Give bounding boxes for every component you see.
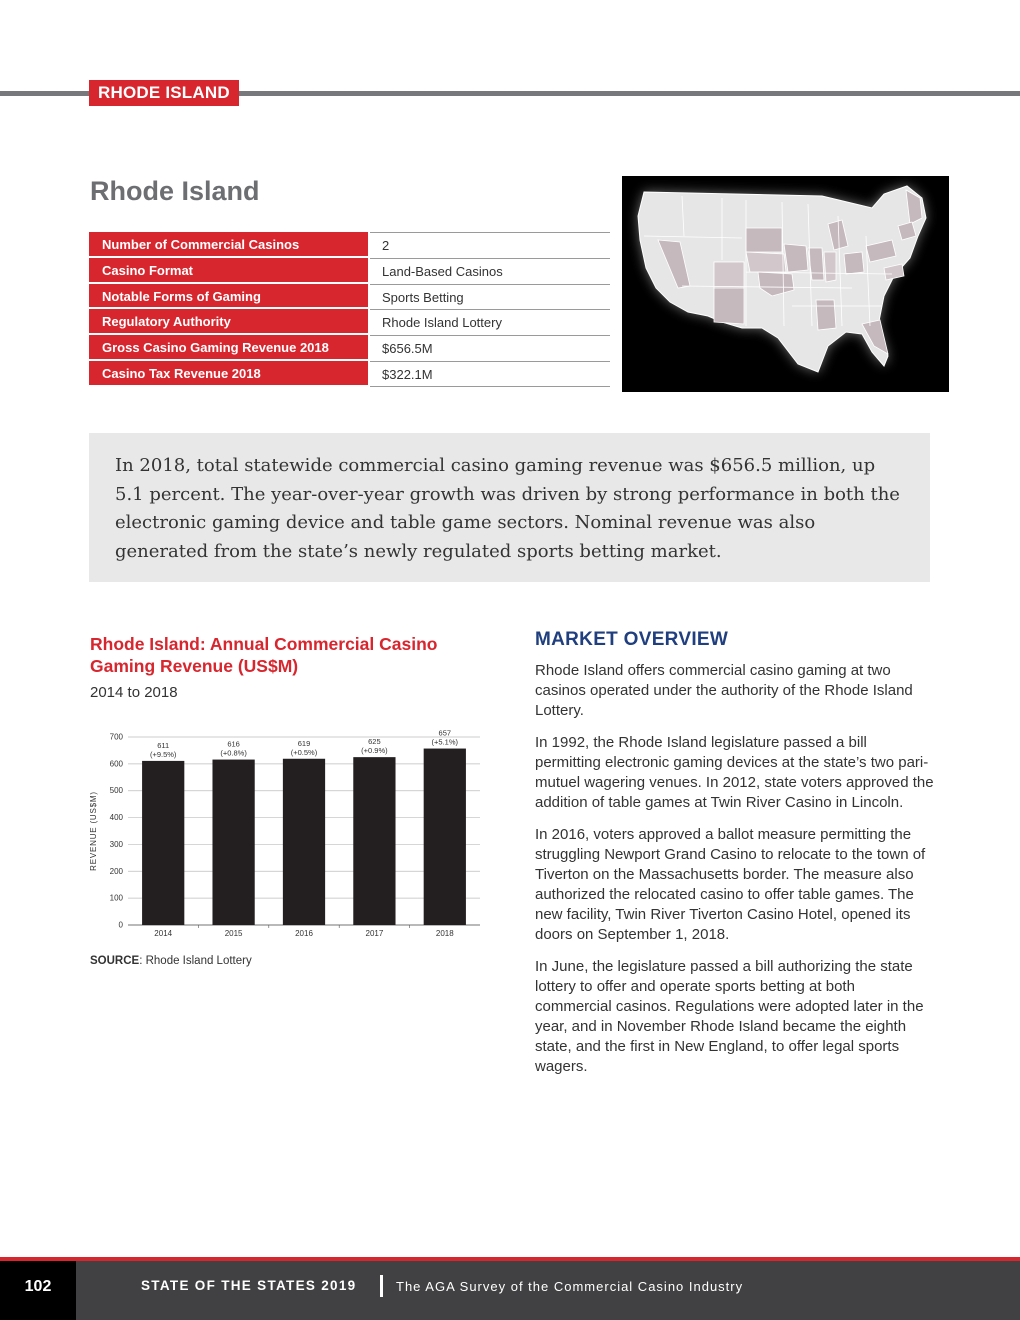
footer-title: STATE OF THE STATES 2019 xyxy=(141,1278,357,1293)
y-tick-label: 100 xyxy=(109,893,123,903)
y-tick-label: 200 xyxy=(109,866,123,876)
market-overview-heading: MARKET OVERVIEW xyxy=(535,629,729,650)
bar-value-label: 616 xyxy=(227,739,240,749)
y-tick-label: 500 xyxy=(109,786,123,796)
fact-row xyxy=(89,258,610,284)
bar-change-label: (+0.8%) xyxy=(220,748,247,758)
bar xyxy=(353,757,395,925)
summary-text: In 2018, total statewide commercial casino gaming revenue was $656.5 million, up 5.1 percent. The year-over-year growth was driven by strong performance in both the electronic gaming device and table game sectors. Nominal revenue was also generated from the state’s newly regulated sports betting market. xyxy=(115,455,900,562)
us-map-graphic xyxy=(622,176,949,392)
y-tick-label: 300 xyxy=(109,839,123,849)
fact-label: Gross Casino Gaming Revenue 2018 xyxy=(89,335,368,361)
fact-value: 2 xyxy=(370,232,610,258)
fact-label: Notable Forms of Gaming xyxy=(89,284,368,310)
x-tick-label: 2015 xyxy=(224,929,243,938)
footer-separator xyxy=(380,1275,383,1297)
facts-table xyxy=(89,232,610,387)
fact-label: Number of Commercial Casinos xyxy=(89,232,368,258)
bar-value-label: 657 xyxy=(438,728,452,738)
fact-row xyxy=(89,232,610,258)
bar-change-label: (+9.5%) xyxy=(149,749,177,759)
summary-box xyxy=(89,433,930,582)
x-tick-label: 2018 xyxy=(435,929,454,938)
page-title: Rhode Island xyxy=(90,176,260,206)
fact-row xyxy=(89,361,610,387)
bar-change-label: (+0.9%) xyxy=(361,746,388,756)
fact-value: Rhode Island Lottery xyxy=(370,309,610,335)
revenue-chart-svg xyxy=(86,722,486,944)
fact-value: Sports Betting xyxy=(370,284,610,310)
fact-label: Casino Format xyxy=(89,258,368,284)
y-axis-label: REVENUE (US$M) xyxy=(89,791,98,871)
bar-value-label: 625 xyxy=(368,737,381,747)
y-tick-label: 700 xyxy=(109,732,123,742)
y-tick-label: 400 xyxy=(109,813,123,823)
bar-value-label: 611 xyxy=(157,740,170,750)
state-tag: RHODE ISLAND xyxy=(89,80,239,106)
market-overview-paragraph: In 2016, voters approved a ballot measure permitting the struggling Newport Grand Casino to relocate to the town of Tiverton on the Massachusetts border. The measure also authorized the relocated casino to offer table games. The new facility, Twin River Tiverton Casino Hotel, opened its doors on September 1, 2018. xyxy=(535,826,926,943)
footer xyxy=(0,1261,1020,1320)
source-label: SOURCE xyxy=(90,955,140,967)
page-number: 102 xyxy=(0,1261,76,1320)
x-tick-label: 2014 xyxy=(154,929,173,938)
market-overview-body xyxy=(535,661,935,1089)
fact-row xyxy=(89,309,610,335)
bar-value-label: 619 xyxy=(297,738,311,748)
revenue-chart xyxy=(86,722,486,944)
y-tick-label: 0 xyxy=(118,920,123,930)
market-overview-paragraph: In June, the legislature passed a bill authorizing the state lottery to offer and operate sports betting at both commercial casinos. Regulations were adopted later in the year, and in November Rhode Island became the eighth state, and the first in New England, to offer legal sports wagers. xyxy=(535,958,924,1075)
chart-subtitle: 2014 to 2018 xyxy=(90,684,178,701)
fact-label: Regulatory Authority xyxy=(89,309,368,335)
bar-change-label: (+5.1%) xyxy=(431,737,459,747)
source-text: : Rhode Island Lottery xyxy=(139,955,252,967)
fact-value: $322.1M xyxy=(370,361,610,387)
fact-row xyxy=(89,284,610,310)
x-tick-label: 2016 xyxy=(295,929,313,938)
us-map xyxy=(622,176,949,392)
market-overview-paragraph: In 1992, the Rhode Island legislature passed a bill permitting electronic gaming devices at the state’s two pari-mutuel wagering venues. In 2012, state voters approved the addition of table games at Twin River Casino in Lincoln. xyxy=(535,734,934,811)
chart-source xyxy=(90,955,252,967)
fact-row xyxy=(89,335,610,361)
x-tick-label: 2017 xyxy=(365,929,384,938)
bar xyxy=(142,761,184,925)
y-tick-label: 600 xyxy=(109,759,123,769)
footer-subtitle: The AGA Survey of the Commercial Casino Industry xyxy=(396,1279,744,1294)
fact-value: Land-Based Casinos xyxy=(370,258,610,284)
chart-title: Rhode Island: Annual Commercial Casino Gaming Revenue (US$M) xyxy=(90,634,438,676)
bar xyxy=(283,759,325,925)
bar xyxy=(212,760,254,925)
fact-value: $656.5M xyxy=(370,335,610,361)
bar xyxy=(424,749,466,925)
fact-label: Casino Tax Revenue 2018 xyxy=(89,361,368,387)
market-overview-paragraph: Rhode Island offers commercial casino gaming at two casinos operated under the authority of the Rhode Island Lottery. xyxy=(535,662,913,719)
bar-change-label: (+0.5%) xyxy=(290,747,318,757)
